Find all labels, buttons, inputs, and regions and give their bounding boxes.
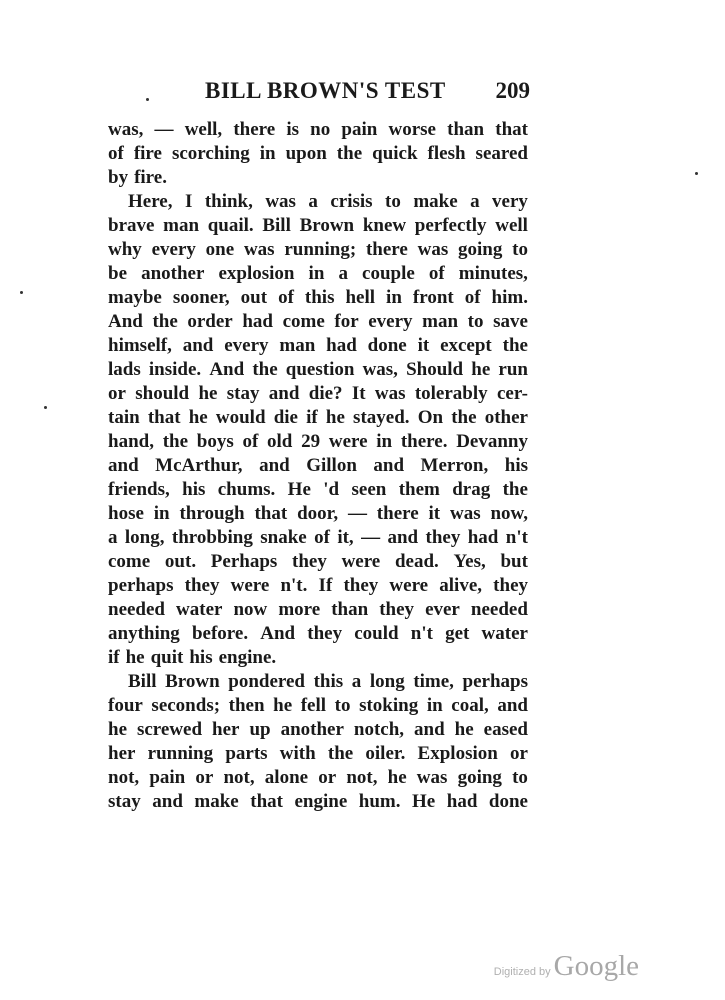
text-line: come out. Perhaps they were dead. Yes, but [108,551,528,572]
text-line: anything before. And they could n't get water [108,623,528,644]
text-line: and McArthur, and Gillon and Merron, his [108,455,528,476]
text-line: friends, his chums. He 'd seen them drag the [108,479,528,500]
print-speck [20,291,23,294]
text-line: Here, I think, was a crisis to make a very [128,191,528,212]
text-line: maybe sooner, out of this hell in front of him. [108,287,528,308]
print-speck [695,172,698,175]
text-line: lads inside. And the question was, Should he run [108,359,528,380]
text-line: be another explosion in a couple of minutes, [108,263,528,284]
text-line: Bill Brown pondered this a long time, perhaps [128,671,528,692]
text-line: hand, the boys of old 29 were in there. Devanny [108,431,528,452]
print-speck [44,406,47,409]
body-text [108,118,528,814]
text-line: or should he stay and die? It was tolerably cer- [108,383,528,404]
text-line: himself, and every man had done it except the [108,335,528,356]
text-line: hose in through that door, — there it was now, [108,503,528,524]
text-line: her running parts with the oiler. Explosion or [108,743,528,764]
watermark-prefix: Digitized by [493,966,551,978]
text-line: four seconds; then he fell to stoking in coal, and [108,695,528,716]
running-title: BILL BROWN'S TEST [205,78,446,103]
text-line: he screwed her up another notch, and he eased [108,719,528,740]
text-line: by fire. [108,167,167,188]
text-line: perhaps they were n't. If they were alive, they [108,575,528,596]
running-head [110,78,530,106]
text-line: if he quit his engine. [108,647,277,668]
page-number: 209 [495,78,530,103]
text-line: tain that he would die if he stayed. On the other [108,407,528,428]
text-line: a long, throbbing snake of it, — and they had n't [108,527,528,548]
text-line: And the order had come for every man to save [108,311,528,332]
text-line: needed water now more than they ever needed [108,599,528,620]
watermark-brand: Google [553,950,639,982]
text-line: of fire scorching in upon the quick flesh seared [108,143,528,164]
text-line: was, — well, there is no pain worse than that [108,119,528,140]
digitized-by-google-watermark [494,950,639,984]
print-speck [146,98,149,101]
text-line: brave man quail. Bill Brown knew perfectly well [108,215,528,236]
text-line: stay and make that engine hum. He had done [108,791,528,812]
text-line: not, pain or not, alone or not, he was going to [108,767,528,788]
text-line: why every one was running; there was going to [108,239,528,260]
